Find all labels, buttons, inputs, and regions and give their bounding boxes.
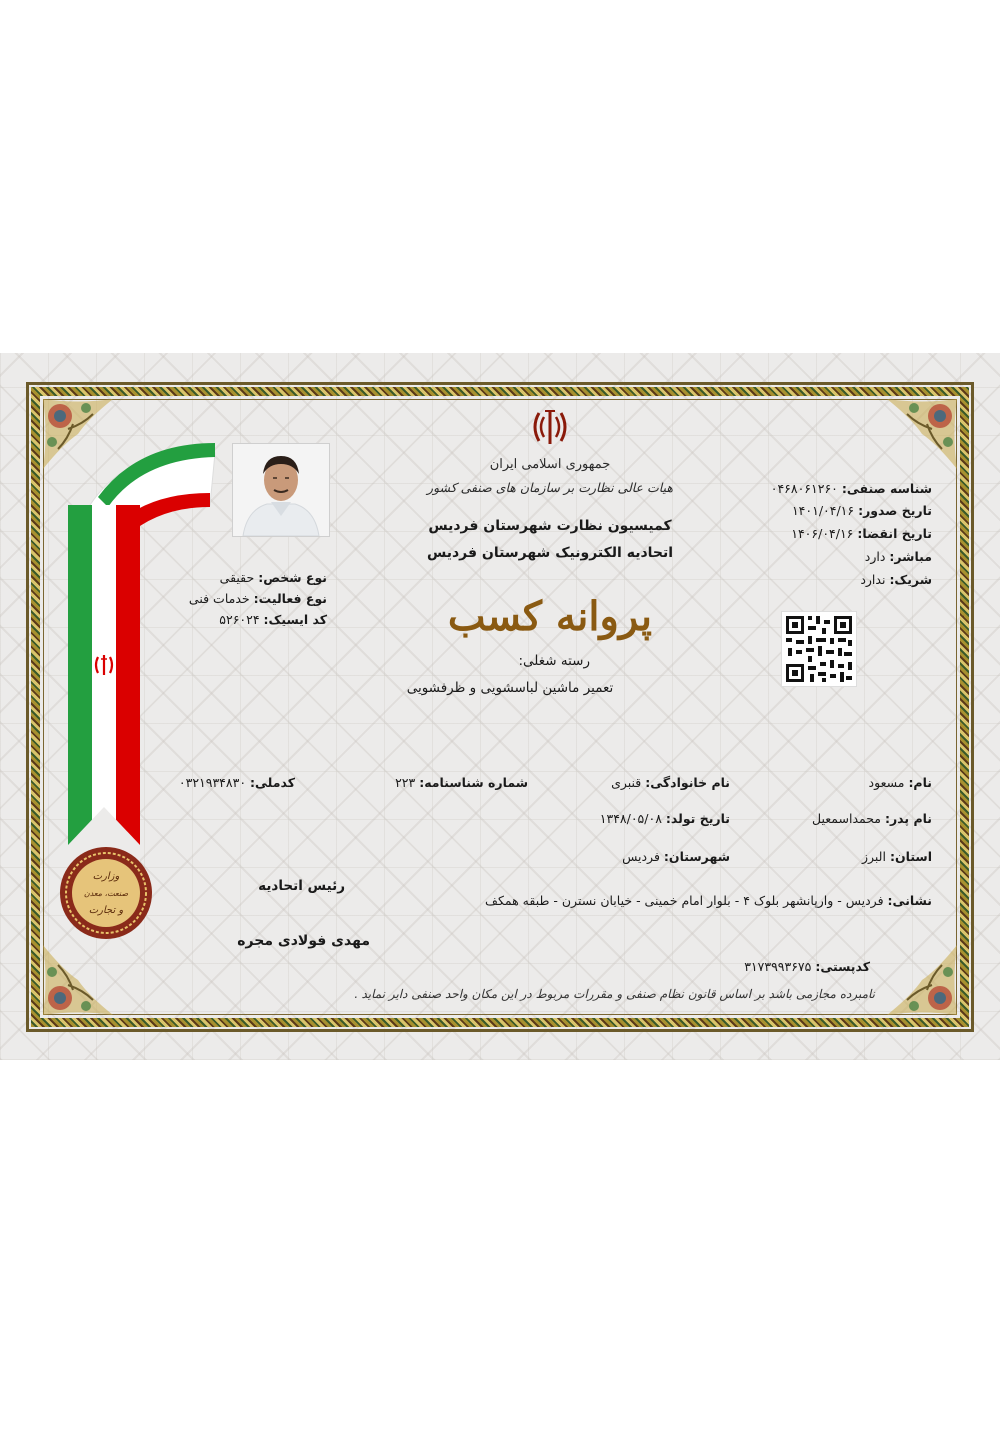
activity-type-label: نوع فعالیت: bbox=[253, 591, 327, 606]
birth-date-value: ۱۳۴۸/۰۵/۰۸ bbox=[599, 811, 662, 826]
id-number-value: ۲۲۳ bbox=[395, 775, 416, 790]
national-code-row bbox=[179, 775, 295, 790]
seal-line1: وزارت bbox=[92, 871, 120, 882]
republic-heading: جمهوری اسلامی ایران bbox=[489, 457, 611, 472]
first-name-label: نام: bbox=[908, 775, 932, 790]
id-number-row bbox=[395, 775, 528, 790]
person-type-row bbox=[220, 570, 327, 585]
national-code-label: کدملی: bbox=[250, 775, 295, 790]
issue-date-row bbox=[792, 503, 932, 518]
province-value: البرز bbox=[861, 849, 886, 864]
address-row bbox=[485, 893, 932, 908]
postal-code-value: ۳۱۷۳۹۹۳۶۷۵ bbox=[744, 959, 812, 974]
seal-line3: و تجارت bbox=[88, 905, 124, 916]
province-label: استان: bbox=[889, 849, 932, 864]
last-name-row bbox=[611, 775, 730, 790]
father-name-value: محمداسمعیل bbox=[812, 811, 881, 826]
guild-id-label: شناسه صنفی: bbox=[841, 481, 932, 496]
union-heading: اتحادیه الکترونیک شهرستان فردیس bbox=[426, 545, 674, 561]
isic-code-value: ۵۲۶۰۲۴ bbox=[219, 612, 260, 627]
expiry-date-label: تاریخ انقضا: bbox=[857, 526, 932, 541]
person-type-label: نوع شخص: bbox=[258, 570, 327, 585]
province-row bbox=[862, 849, 932, 864]
isic-code-label: کد ایسیک: bbox=[263, 612, 327, 627]
category-label: رسته شغلی: bbox=[518, 653, 590, 669]
activity-type-value: خدمات فنی bbox=[188, 591, 250, 606]
guild-id-value: ۰۴۶۸۰۶۱۲۶۰ bbox=[770, 481, 838, 496]
direct-row bbox=[865, 549, 932, 564]
city-row bbox=[622, 849, 730, 864]
id-number-label: شماره شناسنامه: bbox=[419, 775, 528, 790]
supreme-board-heading: هیات عالی نظارت بر سازمان های صنفی کشور bbox=[427, 480, 673, 495]
iran-emblem-icon bbox=[528, 405, 572, 449]
holder-photo bbox=[232, 443, 330, 537]
partner-row bbox=[860, 572, 932, 587]
father-name-row bbox=[812, 811, 932, 826]
national-code-value: ۰۳۲۱۹۳۴۸۳۰ bbox=[178, 775, 247, 790]
qr-code-icon bbox=[781, 611, 857, 687]
expiry-date-row bbox=[791, 526, 932, 541]
city-label: شهرستان: bbox=[663, 849, 730, 864]
first-name-value: مسعود bbox=[868, 775, 905, 790]
address-value: فردیس - وارپانشهر بلوک ۴ - بلوار امام خمینی - خیابان نسترن - طبقه همکف bbox=[485, 893, 884, 908]
footer-note: نامبرده مجازمی باشد بر اساس قانون نظام صنفی و مقررات مربوط در این مکان واحد صنفی دایر نماید . bbox=[353, 987, 875, 1001]
signature-name: مهدی فولادی مجره bbox=[237, 933, 370, 949]
birth-date-label: تاریخ تولد: bbox=[665, 811, 730, 826]
commission-heading: کمیسیون نظارت شهرستان فردیس bbox=[428, 518, 672, 534]
license-certificate bbox=[0, 353, 1000, 1060]
postal-code-row bbox=[744, 959, 870, 974]
father-name-label: نام پدر: bbox=[884, 811, 932, 826]
corner-ornament-icon bbox=[38, 940, 118, 1020]
expiry-date-value: ۱۴۰۶/۰۴/۱۶ bbox=[791, 526, 854, 541]
person-avatar-icon bbox=[233, 444, 329, 536]
last-name-label: نام خانوادگی: bbox=[645, 775, 730, 790]
postal-code-label: کدپستی: bbox=[815, 959, 870, 974]
partner-label: شریک: bbox=[889, 572, 932, 587]
birth-date-row bbox=[600, 811, 730, 826]
address-label: نشانی: bbox=[887, 893, 932, 908]
issue-date-label: تاریخ صدور: bbox=[858, 503, 932, 518]
city-value: فردیس bbox=[622, 849, 660, 864]
corner-ornament-icon bbox=[882, 394, 962, 474]
person-type-value: حقیقی bbox=[219, 570, 255, 585]
direct-label: مباشر: bbox=[889, 549, 932, 564]
partner-value: ندارد bbox=[860, 572, 886, 587]
corner-ornament-icon bbox=[882, 940, 962, 1020]
ministry-seal-icon bbox=[56, 843, 156, 943]
category-value: تعمیر ماشین لباسشویی و ظرفشویی bbox=[406, 680, 614, 696]
page-title: پروانه کسب bbox=[447, 593, 653, 640]
last-name-value: قنبری bbox=[611, 775, 642, 790]
flag-ribbon-icon bbox=[60, 435, 220, 865]
issue-date-value: ۱۴۰۱/۰۴/۱۶ bbox=[791, 503, 855, 518]
guild-id-row bbox=[771, 481, 932, 496]
isic-code-row bbox=[219, 612, 327, 627]
direct-value: دارد bbox=[864, 549, 886, 564]
seal-line2: صنعت، معدن bbox=[83, 889, 129, 898]
activity-type-row bbox=[189, 591, 327, 606]
first-name-row bbox=[869, 775, 932, 790]
signature-title: رئیس اتحادیه bbox=[258, 878, 345, 894]
